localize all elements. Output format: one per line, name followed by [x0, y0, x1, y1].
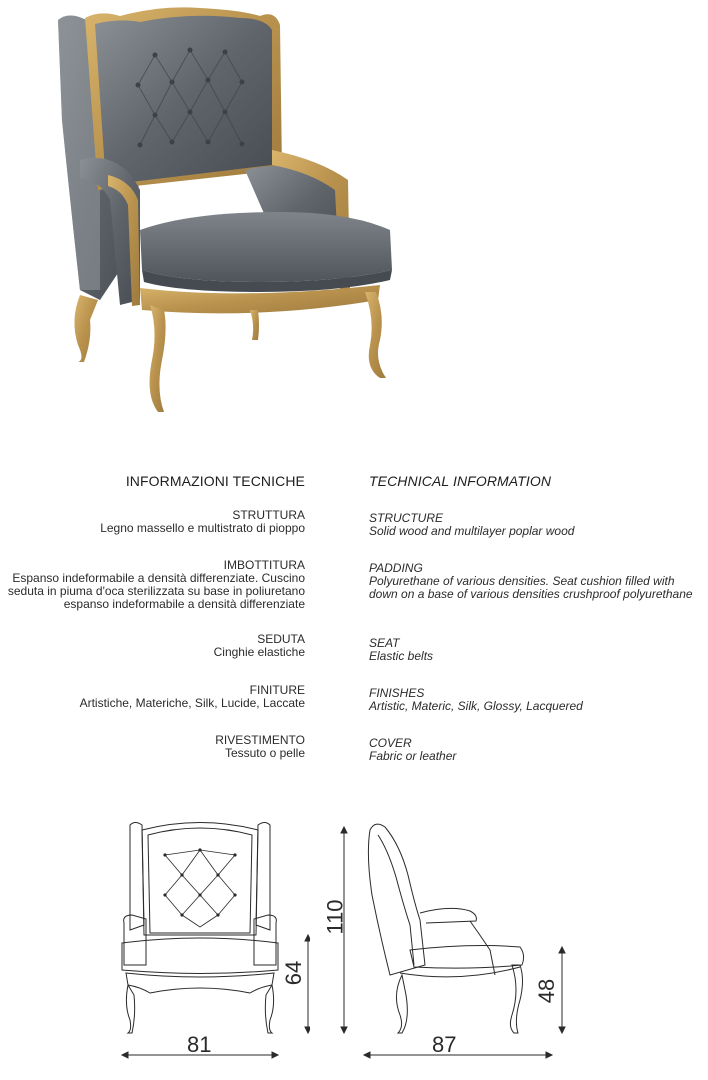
it-title-cover: RIVESTIMENTO	[215, 733, 305, 747]
en-value-structure: Solid wood and multilayer poplar wood	[369, 524, 575, 538]
dim-total-height: 110	[322, 899, 348, 935]
en-title-structure: STRUCTURE	[369, 511, 443, 525]
side-view-drawing	[330, 815, 580, 1065]
en-title-cover: COVER	[369, 736, 412, 750]
it-block-padding	[0, 559, 305, 611]
it-value-cover: Tessuto o pelle	[224, 746, 305, 760]
en-value-padding: Polyurethane of various densities. Seat cushion filled with down on a base of various densities crushproof polyurethane	[369, 574, 693, 601]
it-title-seat: SEDUTA	[257, 632, 305, 646]
it-value-finishes: Artistiche, Materiche, Silk, Lucide, Laccate	[79, 696, 305, 710]
dim-depth: 87	[432, 1032, 457, 1057]
it-block-structure	[0, 509, 305, 535]
armchair-illustration	[40, 0, 420, 420]
it-value-structure: Legno massello e multistrato di pioppo	[100, 521, 305, 535]
en-block-structure	[369, 512, 704, 538]
it-title-structure: STRUTTURA	[232, 508, 305, 522]
it-block-cover	[0, 734, 305, 760]
it-block-seat	[0, 633, 305, 659]
en-value-cover: Fabric or leather	[369, 749, 457, 763]
en-header: TECHNICAL INFORMATION	[369, 473, 552, 489]
dim-arm-height: 48	[534, 978, 560, 1004]
en-title-seat: SEAT	[369, 636, 400, 650]
it-title-padding: IMBOTTITURA	[223, 558, 305, 572]
it-header: INFORMAZIONI TECNICHE	[125, 473, 305, 489]
it-value-seat: Cinghie elastiche	[213, 645, 305, 659]
it-value-padding: Espanso indeformabile a densità differenziate. Cuscino seduta in piuma d'oca sterilizzata su base in poliuretano espanso indeformabile a densità differenziate	[7, 571, 305, 611]
en-block-finishes	[369, 687, 704, 713]
en-block-seat	[369, 637, 704, 663]
product-photo	[40, 0, 420, 420]
it-block-finishes	[0, 684, 305, 710]
en-block-cover	[369, 737, 704, 763]
it-title-finishes: FINITURE	[249, 683, 305, 697]
en-title-finishes: FINISHES	[369, 686, 425, 700]
en-block-padding	[369, 562, 704, 601]
front-view-drawing	[110, 815, 310, 1065]
en-value-seat: Elastic belts	[369, 649, 434, 663]
dim-seat-height: 64	[281, 960, 307, 986]
en-value-finishes: Artistic, Materic, Silk, Glossy, Lacquered	[369, 699, 583, 713]
en-title-padding: PADDING	[369, 561, 423, 575]
dim-front-width: 81	[187, 1032, 212, 1057]
